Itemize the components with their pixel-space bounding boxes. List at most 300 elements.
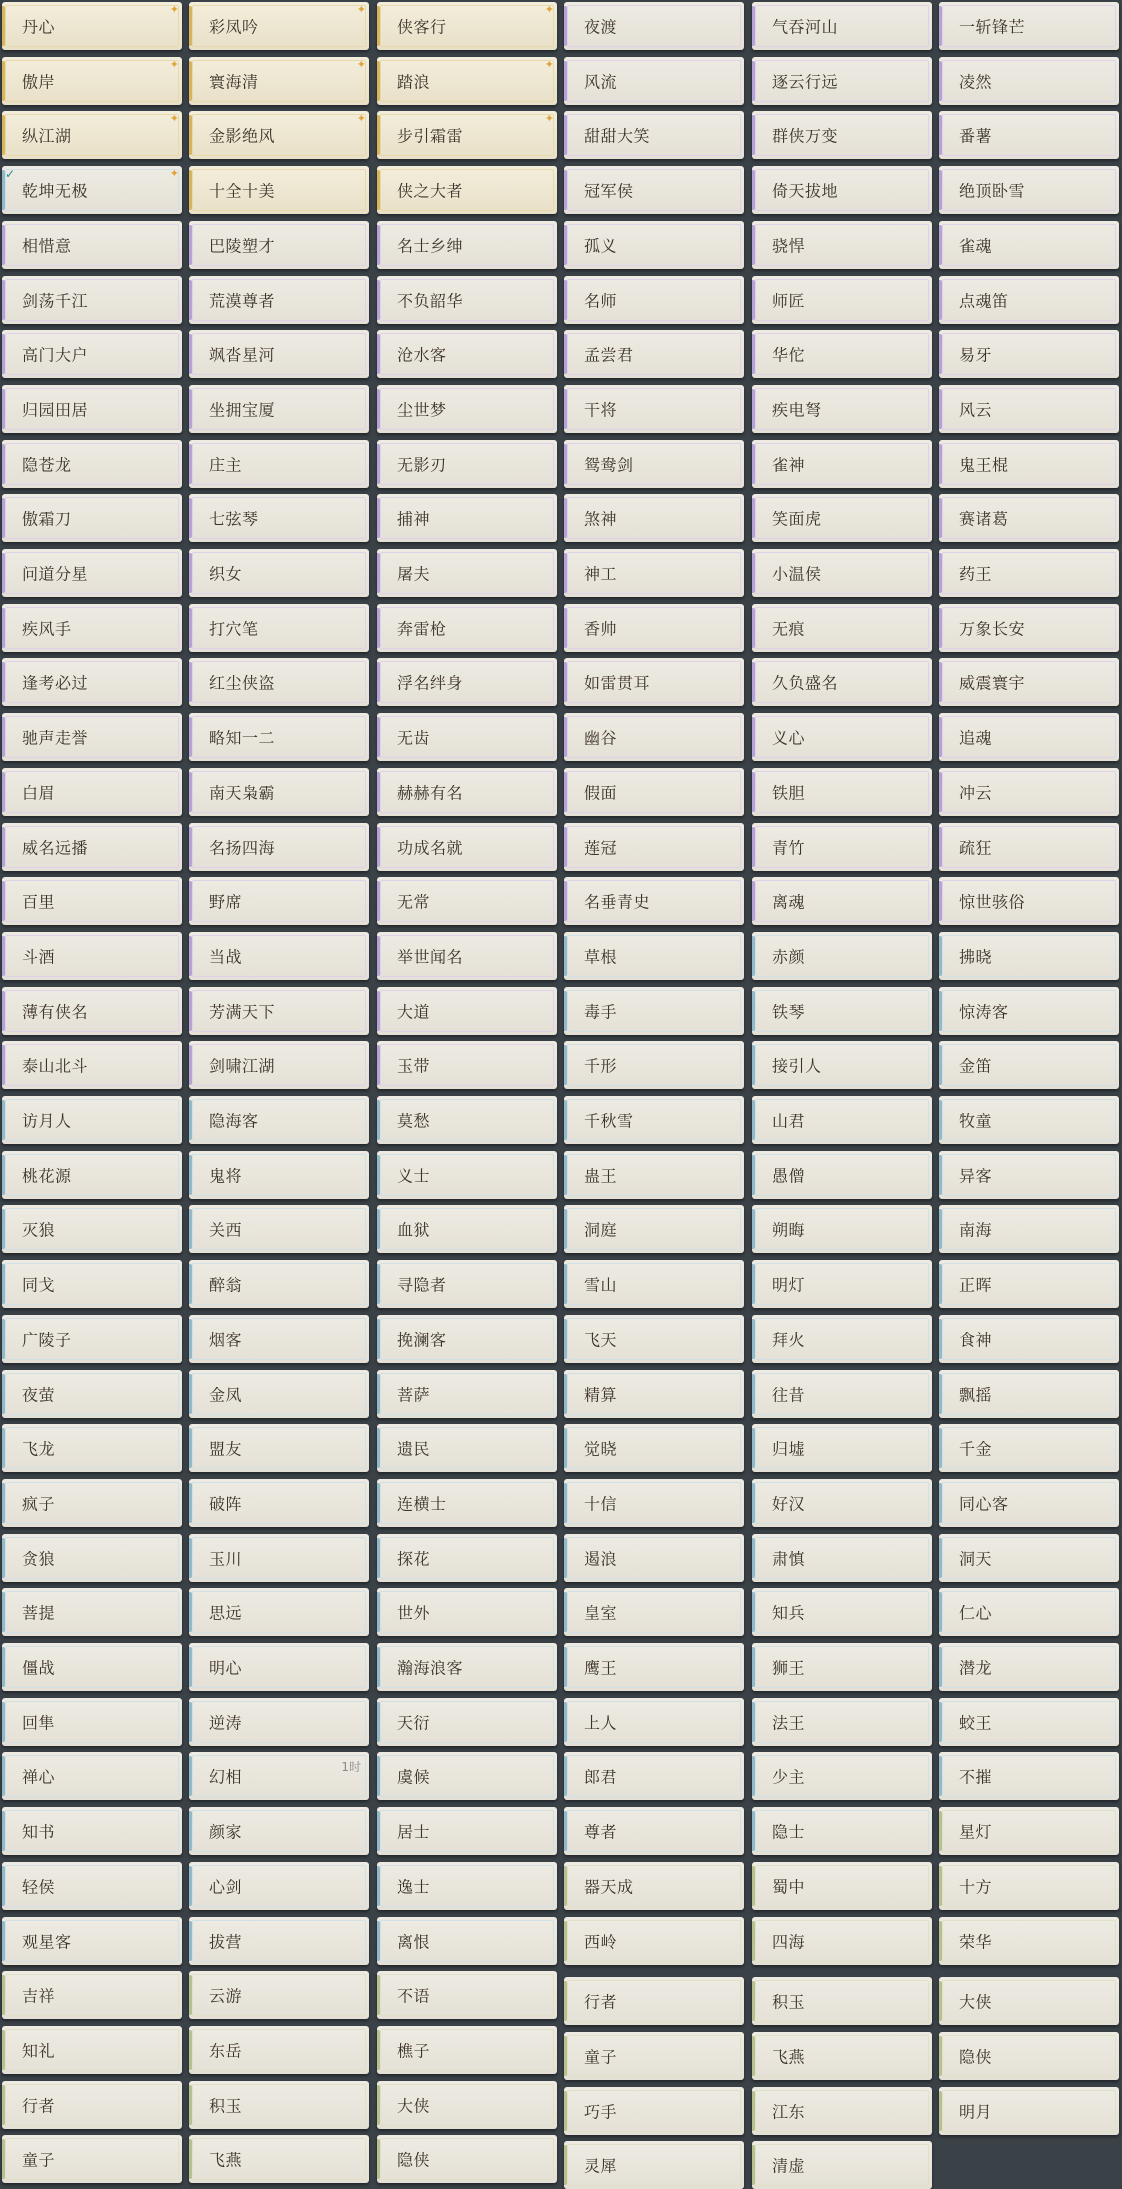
title-card[interactable]: [939, 1205, 1119, 1253]
title-card[interactable]: [564, 57, 744, 105]
title-card[interactable]: [2, 1752, 182, 1800]
title-card[interactable]: [752, 440, 932, 488]
title-card[interactable]: [752, 166, 932, 214]
title-card[interactable]: [564, 932, 744, 980]
title-card[interactable]: [939, 330, 1119, 378]
title-card[interactable]: [939, 1370, 1119, 1418]
title-card[interactable]: [2, 1424, 182, 1472]
title-card-label: 剑荡千江: [22, 291, 89, 310]
title-card[interactable]: [752, 1643, 932, 1691]
title-card[interactable]: [564, 494, 744, 542]
title-card[interactable]: [939, 1260, 1119, 1308]
title-card-label: 隐士: [772, 1822, 806, 1842]
title-card[interactable]: [752, 330, 932, 378]
title-card[interactable]: [939, 2, 1119, 50]
title-card-label: 知书: [22, 1822, 56, 1842]
title-card[interactable]: [377, 1917, 557, 1965]
title-card[interactable]: [377, 1588, 557, 1636]
title-card-label: 大侠: [959, 1992, 993, 2012]
title-card-label: 惊涛客: [959, 1002, 1009, 1022]
title-card[interactable]: [564, 1643, 744, 1691]
title-card-label: 假面: [584, 783, 618, 803]
title-card[interactable]: [564, 2, 744, 50]
title-card[interactable]: [2, 2026, 182, 2074]
title-card[interactable]: [189, 604, 369, 652]
title-card[interactable]: [564, 1807, 744, 1855]
title-card[interactable]: [377, 440, 557, 488]
title-card-label: 荒漠尊者: [209, 291, 276, 310]
title-card[interactable]: [752, 1370, 932, 1418]
title-card[interactable]: [2, 221, 182, 269]
title-card[interactable]: [377, 385, 557, 433]
title-card[interactable]: [939, 1807, 1119, 1855]
title-card[interactable]: [377, 1862, 557, 1910]
title-card-label: 灵犀: [584, 2156, 618, 2176]
title-card[interactable]: [377, 1315, 557, 1363]
title-card[interactable]: [564, 1315, 744, 1363]
title-card[interactable]: [564, 2087, 744, 2135]
title-card-label: 不语: [397, 1986, 431, 2006]
title-card[interactable]: [564, 1977, 744, 2025]
title-card-label: 风流: [584, 72, 618, 92]
title-card[interactable]: [2, 1534, 182, 1582]
title-card-label: 上人: [584, 1713, 618, 1733]
title-card[interactable]: [752, 2, 932, 50]
title-card[interactable]: [189, 330, 369, 378]
title-card-label: 金影绝风: [209, 126, 276, 146]
title-card-label: 屠夫: [397, 564, 431, 584]
title-card[interactable]: [2, 330, 182, 378]
title-card[interactable]: [752, 1479, 932, 1527]
title-card[interactable]: [564, 1534, 744, 1582]
title-card[interactable]: [752, 1588, 932, 1636]
title-card[interactable]: [2, 1917, 182, 1965]
title-card[interactable]: [752, 221, 932, 269]
title-card[interactable]: [2, 440, 182, 488]
title-card[interactable]: [939, 385, 1119, 433]
title-card[interactable]: [939, 713, 1119, 761]
title-card[interactable]: [752, 494, 932, 542]
title-card[interactable]: [189, 823, 369, 871]
title-card[interactable]: [752, 2032, 932, 2080]
title-card[interactable]: [2, 276, 182, 324]
title-card[interactable]: [189, 221, 369, 269]
title-card[interactable]: [939, 1479, 1119, 1527]
title-card[interactable]: [377, 111, 557, 159]
title-card[interactable]: [752, 1424, 932, 1472]
title-card[interactable]: [564, 276, 744, 324]
title-card-label: 大道: [397, 1002, 431, 1022]
title-card[interactable]: [752, 1315, 932, 1363]
title-card-label: 野席: [209, 892, 243, 912]
title-card[interactable]: [752, 385, 932, 433]
title-card-label: 幻相: [209, 1767, 243, 1787]
title-card[interactable]: [2, 658, 182, 706]
title-card[interactable]: [939, 221, 1119, 269]
star-icon: ✦: [169, 57, 179, 71]
title-card[interactable]: [939, 1041, 1119, 1089]
title-card[interactable]: [377, 1643, 557, 1691]
title-card[interactable]: [752, 1917, 932, 1965]
title-card[interactable]: [377, 658, 557, 706]
title-card[interactable]: [564, 1096, 744, 1144]
title-card[interactable]: [564, 877, 744, 925]
title-card[interactable]: [564, 1205, 744, 1253]
title-card[interactable]: [939, 1096, 1119, 1144]
title-card[interactable]: [2, 1643, 182, 1691]
title-card[interactable]: [377, 549, 557, 597]
title-card-label: 异客: [959, 1166, 993, 1186]
title-card[interactable]: [2, 823, 182, 871]
title-card[interactable]: [377, 1479, 557, 1527]
title-card-label: 义心: [772, 728, 806, 748]
title-card[interactable]: [2, 713, 182, 761]
title-card-label: 童子: [584, 2047, 618, 2067]
title-card[interactable]: [189, 2, 369, 50]
title-card-label: 名扬四海: [209, 838, 276, 857]
title-card[interactable]: [939, 987, 1119, 1035]
title-card[interactable]: [377, 166, 557, 214]
title-card-label: 万象长安: [959, 619, 1026, 639]
title-card[interactable]: [189, 1752, 369, 1800]
title-card[interactable]: [189, 1479, 369, 1527]
title-card[interactable]: [189, 440, 369, 488]
title-card[interactable]: [2, 1370, 182, 1418]
title-card-label: 毒手: [584, 1002, 618, 1022]
title-card-label: 香帅: [584, 619, 618, 639]
title-card[interactable]: [564, 768, 744, 816]
title-card-label: 少主: [772, 1767, 806, 1787]
title-card[interactable]: [189, 1260, 369, 1308]
title-card[interactable]: [2, 1588, 182, 1636]
title-card[interactable]: [752, 111, 932, 159]
title-card[interactable]: [377, 1151, 557, 1199]
title-card[interactable]: [189, 57, 369, 105]
title-card[interactable]: [564, 1862, 744, 1910]
title-card[interactable]: [189, 1534, 369, 1582]
title-card[interactable]: [939, 440, 1119, 488]
title-card[interactable]: [752, 1260, 932, 1308]
title-card[interactable]: [2, 166, 182, 214]
title-card-label: 芳满天下: [209, 1002, 276, 1022]
title-card[interactable]: [377, 1807, 557, 1855]
title-card[interactable]: [189, 1205, 369, 1253]
title-card[interactable]: [2, 1205, 182, 1253]
title-card[interactable]: [564, 2032, 744, 2080]
title-card-label: 清虚: [772, 2156, 806, 2176]
title-card[interactable]: [377, 57, 557, 105]
title-card[interactable]: [189, 1643, 369, 1691]
title-card[interactable]: [189, 276, 369, 324]
title-card[interactable]: [2, 1971, 182, 2019]
title-card[interactable]: [2, 877, 182, 925]
title-card[interactable]: [377, 1205, 557, 1253]
title-card[interactable]: [752, 276, 932, 324]
title-card[interactable]: [752, 658, 932, 706]
title-card[interactable]: [189, 1698, 369, 1746]
title-card[interactable]: [377, 1260, 557, 1308]
title-card[interactable]: [377, 932, 557, 980]
title-card[interactable]: [2, 1096, 182, 1144]
title-card[interactable]: [564, 1479, 744, 1527]
title-card[interactable]: [939, 768, 1119, 816]
title-card[interactable]: [752, 823, 932, 871]
title-card[interactable]: [564, 1370, 744, 1418]
title-card[interactable]: [752, 987, 932, 1035]
title-card[interactable]: [377, 823, 557, 871]
title-card[interactable]: [189, 658, 369, 706]
title-card-label: 狮王: [772, 1658, 806, 1678]
title-card-label: 隐侠: [959, 2047, 993, 2067]
title-card[interactable]: [752, 1041, 932, 1089]
title-card-label: 冠军侯: [584, 181, 634, 201]
title-card[interactable]: [939, 1643, 1119, 1691]
title-card-label: 隐海客: [209, 1111, 259, 1131]
title-card-label: 寰海清: [209, 72, 259, 92]
title-card-label: 盟友: [209, 1439, 243, 1459]
title-card[interactable]: [2, 932, 182, 980]
title-card[interactable]: [2, 1479, 182, 1527]
title-card[interactable]: [377, 1698, 557, 1746]
title-card[interactable]: [2, 385, 182, 433]
title-card-label: 问道分星: [22, 564, 89, 584]
title-card[interactable]: [752, 1096, 932, 1144]
title-card[interactable]: [377, 877, 557, 925]
title-card[interactable]: [939, 166, 1119, 214]
title-card[interactable]: [189, 2135, 369, 2183]
title-card[interactable]: [939, 2032, 1119, 2080]
title-card[interactable]: [939, 494, 1119, 542]
title-card[interactable]: [564, 987, 744, 1035]
title-card[interactable]: [752, 1752, 932, 1800]
title-card[interactable]: [189, 932, 369, 980]
title-card[interactable]: [752, 1977, 932, 2025]
title-card[interactable]: [2, 604, 182, 652]
title-card[interactable]: [939, 1917, 1119, 1965]
title-card[interactable]: [189, 494, 369, 542]
title-card[interactable]: [939, 1315, 1119, 1363]
title-card[interactable]: [189, 1096, 369, 1144]
title-card-label: 僵战: [22, 1658, 56, 1678]
title-card[interactable]: [2, 1807, 182, 1855]
title-card[interactable]: [564, 1698, 744, 1746]
title-card[interactable]: [377, 604, 557, 652]
title-card[interactable]: [377, 2, 557, 50]
title-card[interactable]: [2, 1698, 182, 1746]
title-card[interactable]: [2, 57, 182, 105]
title-card[interactable]: [377, 1424, 557, 1472]
title-card[interactable]: [939, 1588, 1119, 1636]
title-card[interactable]: [2, 768, 182, 816]
title-card-label: 夜萤: [22, 1385, 56, 1404]
title-card[interactable]: [752, 1862, 932, 1910]
title-card[interactable]: [939, 1862, 1119, 1910]
title-card-label: 拔营: [209, 1932, 243, 1951]
title-card[interactable]: [189, 1424, 369, 1472]
title-card[interactable]: [752, 604, 932, 652]
title-card[interactable]: [2, 2081, 182, 2129]
title-card[interactable]: [564, 385, 744, 433]
title-card[interactable]: [189, 1315, 369, 1363]
title-card[interactable]: [564, 1424, 744, 1472]
title-card-label: 捕神: [397, 509, 431, 529]
title-card[interactable]: [564, 440, 744, 488]
title-card[interactable]: [2, 111, 182, 159]
title-card[interactable]: [2, 987, 182, 1035]
title-card-label: 惊世骇俗: [959, 892, 1026, 912]
title-card[interactable]: [377, 1752, 557, 1800]
title-card[interactable]: [752, 1698, 932, 1746]
title-card-label: 好汉: [772, 1494, 806, 1514]
title-card[interactable]: [752, 57, 932, 105]
title-card-label: 知兵: [772, 1603, 806, 1623]
title-card[interactable]: [189, 1151, 369, 1199]
title-card[interactable]: [189, 768, 369, 816]
title-card-label: 破阵: [209, 1494, 243, 1514]
title-card[interactable]: [2, 549, 182, 597]
title-card[interactable]: [939, 2087, 1119, 2135]
title-card-label: 红尘侠盗: [209, 673, 276, 693]
title-card[interactable]: [189, 111, 369, 159]
title-card[interactable]: [2, 1041, 182, 1089]
title-card[interactable]: [564, 1151, 744, 1199]
title-card-label: 飞龙: [22, 1439, 56, 1459]
title-card[interactable]: [2, 1315, 182, 1363]
title-card[interactable]: [189, 713, 369, 761]
title-card-label: 瀚海浪客: [397, 1658, 464, 1678]
title-card[interactable]: [564, 604, 744, 652]
title-card[interactable]: [564, 1588, 744, 1636]
title-card[interactable]: [564, 1260, 744, 1308]
title-card[interactable]: [939, 57, 1119, 105]
title-card[interactable]: [752, 932, 932, 980]
title-card-label: 仁心: [959, 1603, 993, 1623]
title-card[interactable]: [564, 1041, 744, 1089]
title-card-label: 一斩锋芒: [959, 17, 1026, 37]
title-card-label: 彩凤吟: [209, 17, 259, 37]
title-card[interactable]: [2, 494, 182, 542]
title-card[interactable]: [189, 987, 369, 1035]
title-card[interactable]: [377, 276, 557, 324]
title-card[interactable]: [939, 1752, 1119, 1800]
title-card[interactable]: [189, 166, 369, 214]
title-card[interactable]: [564, 1917, 744, 1965]
title-card[interactable]: [189, 549, 369, 597]
title-card-label: 踏浪: [397, 72, 431, 92]
title-card[interactable]: [189, 1971, 369, 2019]
title-card[interactable]: [939, 549, 1119, 597]
title-card[interactable]: [377, 221, 557, 269]
title-card[interactable]: [189, 2026, 369, 2074]
title-card-label: 十全十美: [209, 181, 276, 201]
title-card[interactable]: [752, 1205, 932, 1253]
title-card[interactable]: [939, 658, 1119, 706]
title-card-label: 千金: [959, 1439, 993, 1459]
star-icon: ✦: [169, 167, 179, 181]
title-card[interactable]: [377, 2135, 557, 2183]
title-card-label: 行者: [584, 1992, 618, 2012]
title-card[interactable]: [377, 1041, 557, 1089]
title-card-label: 干将: [584, 400, 618, 420]
title-card[interactable]: [939, 823, 1119, 871]
title-card[interactable]: [377, 330, 557, 378]
title-card[interactable]: [189, 1041, 369, 1089]
title-card[interactable]: [752, 2087, 932, 2135]
title-card[interactable]: [564, 330, 744, 378]
title-card[interactable]: [939, 1977, 1119, 2025]
title-card-label: 四海: [772, 1932, 806, 1951]
title-card[interactable]: [564, 221, 744, 269]
title-card[interactable]: [564, 111, 744, 159]
title-card-label: 巴陵塑才: [209, 236, 276, 256]
title-card-label: 凌然: [959, 72, 993, 92]
title-card[interactable]: [564, 166, 744, 214]
title-card[interactable]: [939, 1151, 1119, 1199]
title-card[interactable]: [939, 1424, 1119, 1472]
title-card[interactable]: [939, 1534, 1119, 1582]
title-card[interactable]: [377, 2081, 557, 2129]
title-card[interactable]: [2, 1151, 182, 1199]
title-card[interactable]: [939, 276, 1119, 324]
title-card[interactable]: [2, 2, 182, 50]
title-card[interactable]: [189, 1862, 369, 1910]
title-card[interactable]: [2, 1260, 182, 1308]
title-card[interactable]: [377, 1370, 557, 1418]
title-card-label: 拂晓: [959, 947, 993, 967]
title-card[interactable]: [752, 877, 932, 925]
title-card[interactable]: [377, 768, 557, 816]
title-card[interactable]: [939, 1698, 1119, 1746]
title-card[interactable]: [564, 658, 744, 706]
title-card[interactable]: [752, 1534, 932, 1582]
title-card[interactable]: [189, 1370, 369, 1418]
title-card[interactable]: [189, 1917, 369, 1965]
title-card[interactable]: [377, 713, 557, 761]
title-card[interactable]: [564, 1752, 744, 1800]
title-card[interactable]: [564, 823, 744, 871]
title-card[interactable]: [752, 768, 932, 816]
title-card-label: 薄有侠名: [22, 1002, 89, 1022]
title-card-label: 樵子: [397, 2041, 431, 2061]
title-card[interactable]: [377, 987, 557, 1035]
title-card-label: 巧手: [584, 2102, 618, 2122]
title-card[interactable]: [189, 2081, 369, 2129]
title-card[interactable]: [377, 1534, 557, 1582]
title-card[interactable]: [752, 1807, 932, 1855]
title-card[interactable]: [189, 385, 369, 433]
title-card[interactable]: [939, 877, 1119, 925]
title-card[interactable]: [189, 1588, 369, 1636]
title-card[interactable]: [2, 1862, 182, 1910]
title-card[interactable]: [377, 494, 557, 542]
title-card[interactable]: [377, 1096, 557, 1144]
title-card[interactable]: [189, 1807, 369, 1855]
title-card[interactable]: [939, 932, 1119, 980]
title-card[interactable]: [752, 1151, 932, 1199]
title-card[interactable]: [564, 549, 744, 597]
title-card-label: 如雷贯耳: [584, 673, 651, 693]
title-card[interactable]: [377, 1971, 557, 2019]
title-card[interactable]: [2, 2135, 182, 2183]
title-card[interactable]: [752, 549, 932, 597]
title-card-label: 丹心: [22, 17, 56, 37]
title-card[interactable]: [189, 877, 369, 925]
title-card[interactable]: [564, 713, 744, 761]
title-card[interactable]: [377, 2026, 557, 2074]
title-card[interactable]: [939, 111, 1119, 159]
title-card[interactable]: [939, 604, 1119, 652]
title-card[interactable]: [752, 713, 932, 761]
